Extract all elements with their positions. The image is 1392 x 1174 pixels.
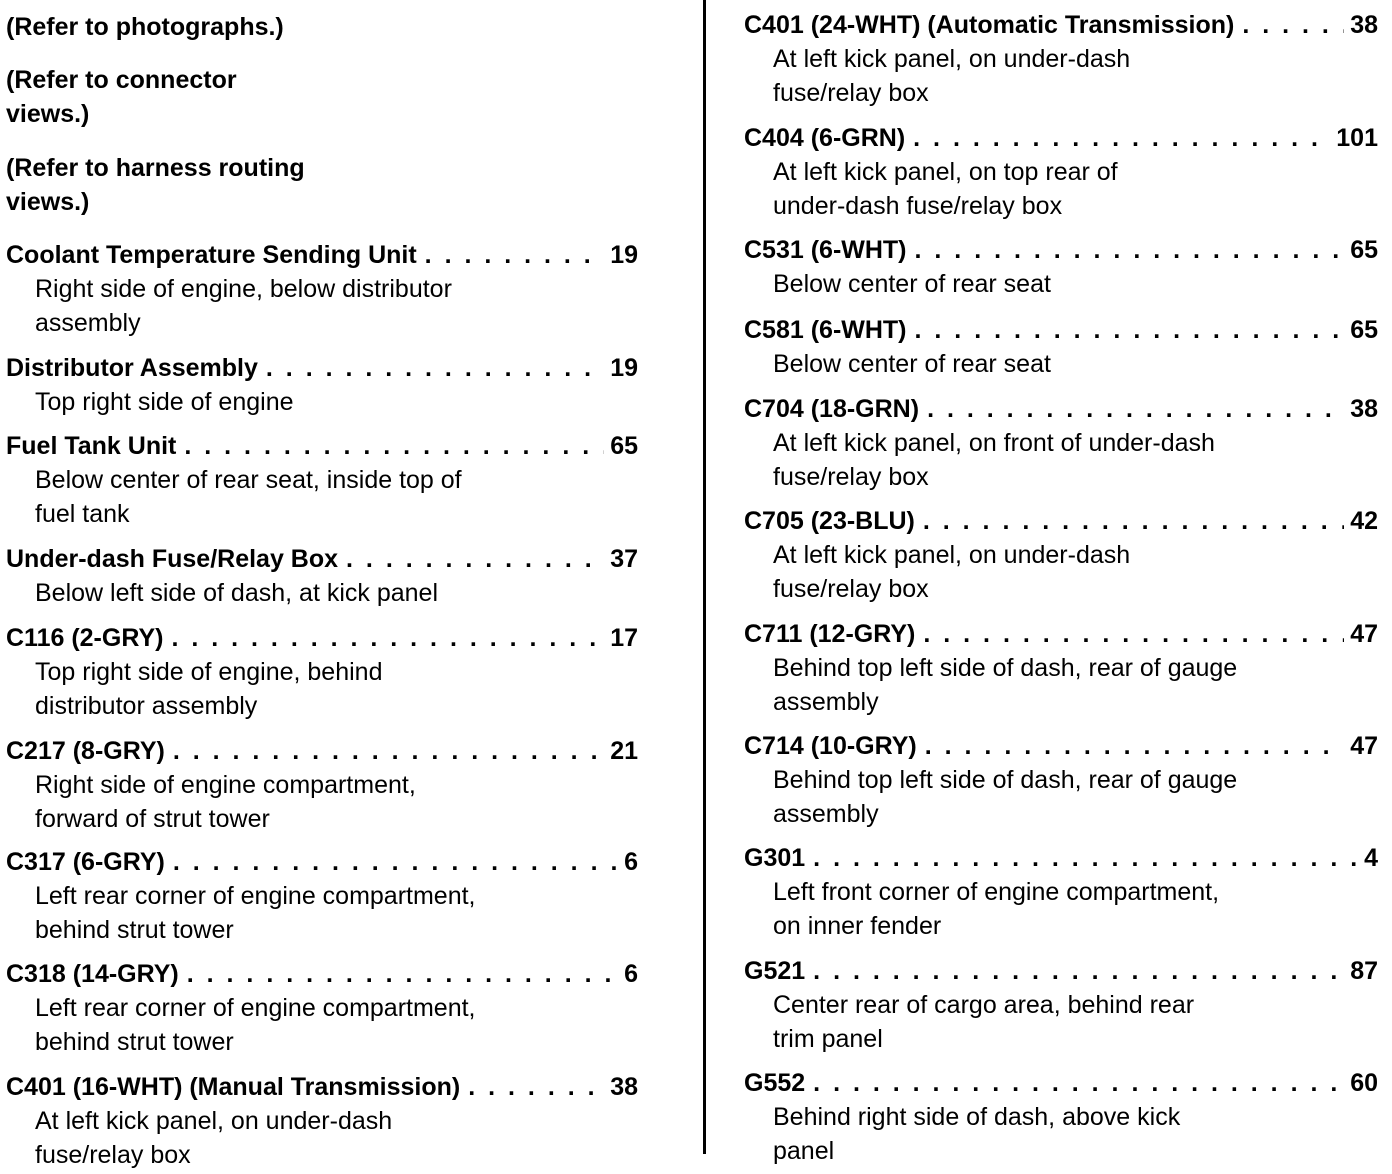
entry-page-number: 4 — [1364, 844, 1378, 872]
entry-page-number: 38 — [1350, 395, 1378, 423]
location-line: assembly — [773, 688, 879, 716]
index-entry — [744, 954, 1378, 1056]
entry-heading — [6, 1070, 638, 1104]
entry-heading — [6, 351, 638, 385]
location-line: fuse/relay box — [773, 463, 929, 491]
dot-leader — [813, 954, 1344, 988]
note-line: (Refer to connector — [6, 66, 237, 94]
dot-leader — [915, 233, 1345, 267]
index-entry — [744, 1066, 1378, 1168]
entry-name: G521 — [744, 957, 806, 985]
column-divider — [703, 0, 706, 1154]
location-line: Top right side of engine, behind — [35, 658, 383, 686]
entry-page-number: 42 — [1350, 507, 1378, 535]
entry-name: C116 (2-GRY) — [6, 624, 164, 652]
entry-heading — [744, 1066, 1378, 1100]
dot-leader — [425, 238, 605, 272]
entry-location — [6, 463, 638, 531]
location-line: Below left side of dash, at kick panel — [35, 579, 439, 607]
location-line: fuel tank — [35, 500, 130, 528]
index-entry — [744, 392, 1378, 494]
entry-name: C401 (24-WHT) (Automatic Transmission) — [744, 11, 1235, 39]
dot-leader — [173, 845, 618, 879]
dot-leader — [468, 1070, 604, 1104]
index-entry — [744, 313, 1378, 381]
entry-heading — [6, 845, 638, 879]
location-line: fuse/relay box — [35, 1141, 191, 1169]
entry-heading — [6, 621, 638, 655]
location-line: Below center of rear seat — [773, 270, 1051, 298]
entry-heading — [6, 734, 638, 768]
location-line: under-dash fuse/relay box — [773, 192, 1063, 220]
location-line: Center rear of cargo area, behind rear — [773, 991, 1195, 1019]
entry-heading — [744, 954, 1378, 988]
dot-leader — [187, 957, 618, 991]
index-entry — [6, 542, 638, 610]
index-entry — [744, 617, 1378, 719]
entry-name: C581 (6-WHT) — [744, 316, 907, 344]
location-line: Behind top left side of dash, rear of gauge — [773, 766, 1238, 794]
dot-leader — [923, 504, 1344, 538]
entry-heading — [744, 729, 1378, 763]
entry-name: C404 (6-GRN) — [744, 124, 906, 152]
location-line: Left rear corner of engine compartment, — [35, 882, 476, 910]
index-entry — [6, 734, 638, 836]
location-line: Behind top left side of dash, rear of gauge — [773, 654, 1238, 682]
entry-heading — [744, 617, 1378, 651]
dot-leader — [184, 429, 604, 463]
entry-location — [744, 42, 1378, 110]
index-entry — [6, 957, 638, 1059]
dot-leader — [266, 351, 604, 385]
location-line: assembly — [773, 800, 879, 828]
entry-location — [6, 272, 638, 340]
dot-leader — [1242, 8, 1344, 42]
entry-heading — [6, 429, 638, 463]
entry-heading — [744, 392, 1378, 426]
entry-location — [744, 988, 1378, 1056]
entry-location — [744, 267, 1378, 301]
entry-heading — [6, 238, 638, 272]
location-line: Below center of rear seat, inside top of — [35, 466, 462, 494]
entry-location — [6, 385, 638, 419]
entry-page-number: 65 — [1350, 316, 1378, 344]
entry-name: Under-dash Fuse/Relay Box — [6, 545, 339, 573]
location-line: on inner fender — [773, 912, 942, 940]
entry-name: G301 — [744, 844, 806, 872]
location-line: Top right side of engine — [35, 388, 294, 416]
entry-name: C217 (8-GRY) — [6, 737, 165, 765]
dot-leader — [346, 542, 604, 576]
location-line: behind strut tower — [35, 1028, 234, 1056]
note-harness-routing-views — [6, 151, 305, 219]
entry-name: C711 (12-GRY) — [744, 620, 916, 648]
location-line: trim panel — [773, 1025, 883, 1053]
note-line: (Refer to photographs.) — [6, 13, 284, 41]
index-entry — [744, 841, 1378, 943]
dot-leader — [925, 729, 1344, 763]
entry-location — [744, 875, 1378, 943]
index-entry — [6, 429, 638, 531]
location-line: Behind right side of dash, above kick — [773, 1103, 1181, 1131]
entry-page-number: 65 — [610, 432, 638, 460]
entry-name: Fuel Tank Unit — [6, 432, 177, 460]
entry-page-number: 17 — [610, 624, 638, 652]
dot-leader — [915, 313, 1345, 347]
entry-location — [6, 991, 638, 1059]
entry-page-number: 19 — [610, 241, 638, 269]
dot-leader — [173, 734, 604, 768]
note-photographs — [6, 10, 284, 44]
entry-heading — [744, 121, 1378, 155]
index-entry — [6, 621, 638, 723]
location-line: At left kick panel, on under-dash — [35, 1107, 393, 1135]
entry-page-number: 38 — [1350, 11, 1378, 39]
entry-page-number: 38 — [610, 1073, 638, 1101]
location-line: At left kick panel, on under-dash — [773, 45, 1131, 73]
entry-name: C318 (14-GRY) — [6, 960, 179, 988]
note-line: (Refer to harness routing — [6, 154, 305, 182]
entry-heading — [744, 504, 1378, 538]
entry-location — [6, 768, 638, 836]
location-line: fuse/relay box — [773, 79, 929, 107]
index-entry — [744, 233, 1378, 301]
dot-leader — [813, 1066, 1344, 1100]
entry-name: G552 — [744, 1069, 806, 1097]
entry-location — [6, 655, 638, 723]
entry-location — [744, 763, 1378, 831]
entry-page-number: 47 — [1350, 732, 1378, 760]
location-line: assembly — [35, 309, 141, 337]
entry-page-number: 87 — [1350, 957, 1378, 985]
location-line: Left front corner of engine compartment, — [773, 878, 1220, 906]
entry-location — [744, 347, 1378, 381]
entry-page-number: 6 — [624, 848, 638, 876]
entry-name: C401 (16-WHT) (Manual Transmission) — [6, 1073, 461, 1101]
dot-leader — [913, 121, 1330, 155]
location-line: At left kick panel, on front of under-dash — [773, 429, 1215, 457]
index-entry — [744, 504, 1378, 606]
entry-heading — [744, 313, 1378, 347]
entry-heading — [744, 8, 1378, 42]
entry-heading — [744, 233, 1378, 267]
entry-name: C531 (6-WHT) — [744, 236, 907, 264]
entry-name: C714 (10-GRY) — [744, 732, 917, 760]
location-line: Left rear corner of engine compartment, — [35, 994, 476, 1022]
entry-heading — [744, 841, 1378, 875]
entry-location — [6, 576, 638, 610]
note-connector-views — [6, 63, 237, 131]
location-line: behind strut tower — [35, 916, 234, 944]
entry-name: C317 (6-GRY) — [6, 848, 165, 876]
note-line: views.) — [6, 188, 90, 216]
entry-location — [744, 155, 1378, 223]
entry-page-number: 47 — [1350, 620, 1378, 648]
index-entry — [744, 729, 1378, 831]
entry-location — [6, 879, 638, 947]
entry-page-number: 60 — [1350, 1069, 1378, 1097]
location-line: panel — [773, 1137, 835, 1165]
dot-leader — [171, 621, 604, 655]
dot-leader — [923, 617, 1344, 651]
location-line: fuse/relay box — [773, 575, 929, 603]
entry-name: Coolant Temperature Sending Unit — [6, 241, 417, 269]
entry-page-number: 21 — [610, 737, 638, 765]
entry-location — [744, 426, 1378, 494]
note-line: views.) — [6, 100, 90, 128]
entry-page-number: 37 — [610, 545, 638, 573]
location-line: Right side of engine, below distributor — [35, 275, 452, 303]
dot-leader — [813, 841, 1358, 875]
index-entry — [744, 8, 1378, 110]
index-entry — [6, 351, 638, 419]
location-line: Right side of engine compartment, — [35, 771, 416, 799]
location-line: At left kick panel, on under-dash — [773, 541, 1131, 569]
entry-location — [744, 651, 1378, 719]
entry-page-number: 65 — [1350, 236, 1378, 264]
entry-page-number: 6 — [624, 960, 638, 988]
location-line: forward of strut tower — [35, 805, 270, 833]
location-line: Below center of rear seat — [773, 350, 1051, 378]
location-line: distributor assembly — [35, 692, 258, 720]
index-entry — [744, 121, 1378, 223]
entry-page-number: 19 — [610, 354, 638, 382]
index-entry — [6, 845, 638, 947]
entry-location — [744, 538, 1378, 606]
dot-leader — [927, 392, 1344, 426]
entry-name: Distributor Assembly — [6, 354, 258, 382]
entry-location — [6, 1104, 638, 1172]
location-line: At left kick panel, on top rear of — [773, 158, 1118, 186]
entry-name: C704 (18-GRN) — [744, 395, 920, 423]
entry-heading — [6, 542, 638, 576]
entry-heading — [6, 957, 638, 991]
entry-location — [744, 1100, 1378, 1168]
index-entry — [6, 238, 638, 340]
index-entry — [6, 1070, 638, 1172]
entry-page-number: 101 — [1336, 124, 1378, 152]
entry-name: C705 (23-BLU) — [744, 507, 915, 535]
